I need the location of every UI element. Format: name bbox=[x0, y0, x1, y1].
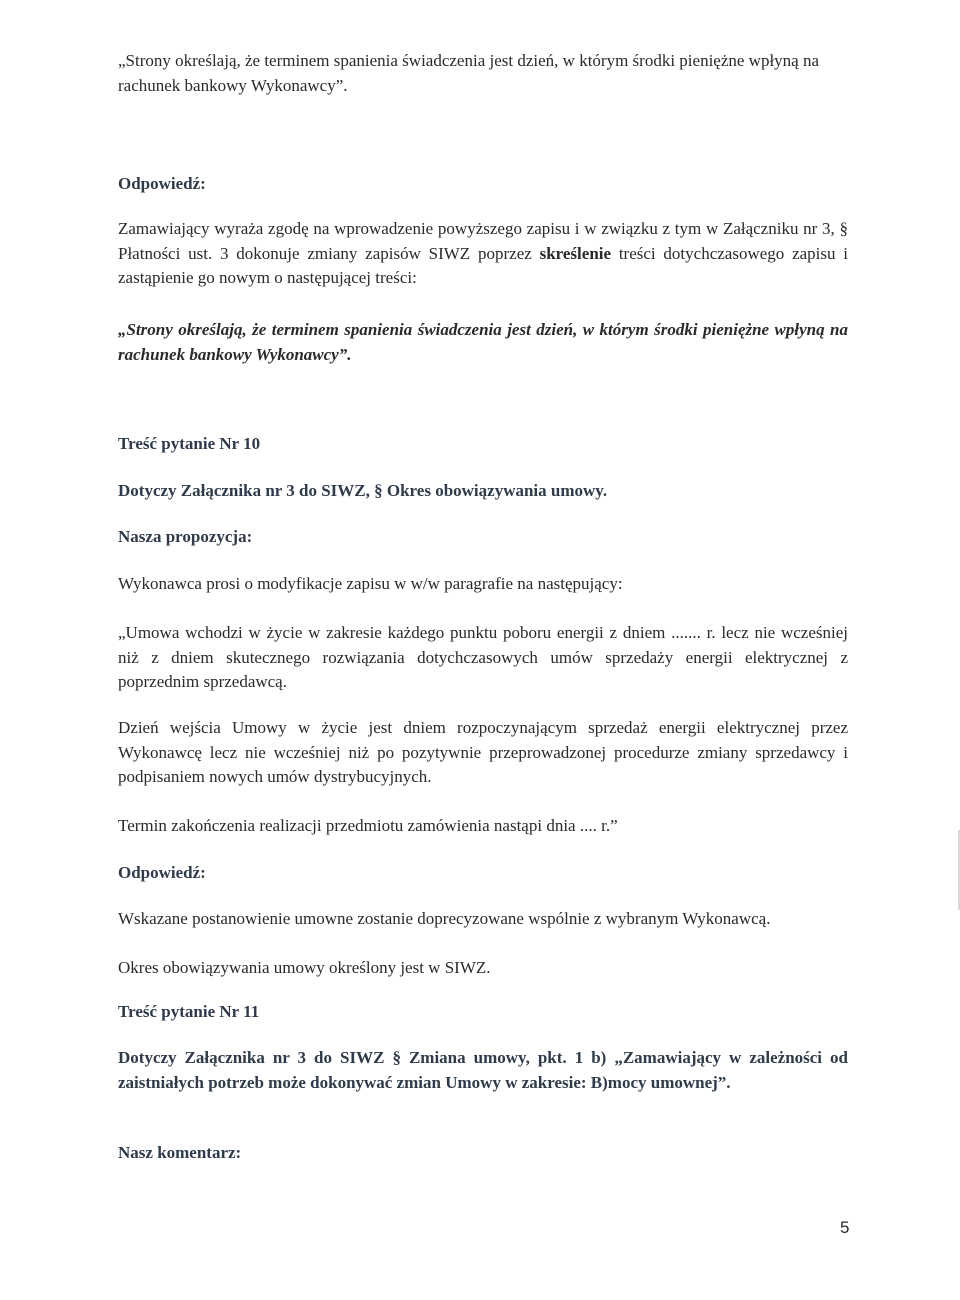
answer-1-text-a: Zamawiający wyraża zgodę na wprowadzenie powyższego zapisu i w związku z tym w Załączniku nr 3, § Płatności ust. 3 dokonuje zmiany zapisów SIWZ poprzez bbox=[118, 219, 848, 263]
heading-comment: Nasz komentarz: bbox=[118, 1143, 242, 1162]
heading-question-10: Treść pytanie Nr 10 bbox=[118, 434, 261, 453]
heading-proposal: Nasza propozycja: bbox=[118, 527, 253, 546]
paragraph-new-clause: „Strony określają, że terminem spanienia świadczenia jest dzień, w którym środki pieniężne wpłyną na rachunek bankowy Wykonawcy”. bbox=[118, 320, 848, 364]
paragraph-proposed-clause-3: Termin zakończenia realizacji przedmiotu zamówienia nastąpi dnia .... r.” bbox=[118, 816, 618, 835]
page-number: 5 bbox=[840, 1218, 850, 1237]
answer-1-text-b: treści dotychczasowego zapisu i zastąpienie go nowym o następującej treści: bbox=[118, 243, 849, 287]
paragraph-quote-1: „Strony określają, że terminem spanienia świadczenia jest dzień, w którym środki pieniężne wpłyną na rachunek bankowy Wykonawcy”. bbox=[118, 51, 820, 95]
paragraph-proposed-clause-1: „Umowa wchodzi w życie w zakresie każdego punktu poboru energii z dniem ....... r. lecz nie wcześniej niż z dniem skutecznego rozwiązania dotychczasowych umów sprzedaży energii elektrycznej z poprzednim sprzedawcą. bbox=[118, 623, 848, 691]
heading-answer-1: Odpowiedź: bbox=[118, 174, 206, 193]
heading-answer-2: Odpowiedź: bbox=[118, 863, 206, 882]
paragraph-answer-2b: Okres obowiązywania umowy określony jest w SIWZ. bbox=[118, 958, 491, 977]
paragraph-answer-2: Wskazane postanowienie umowne zostanie doprecyzowane wspólnie z wybranym Wykonawcą. bbox=[118, 909, 771, 928]
heading-question-11: Treść pytanie Nr 11 bbox=[118, 1002, 260, 1021]
heading-subject-10: Dotyczy Załącznika nr 3 do SIWZ, § Okres obowiązywania umowy. bbox=[118, 481, 608, 500]
paragraph-answer-1 bbox=[118, 217, 848, 291]
heading-subject-11: Dotyczy Załącznika nr 3 do SIWZ § Zmiana umowy, pkt. 1 b) „Zamawiający w zależności od zaistniałych potrzeb może dokonywać zmian Umowy w zakresie: B)mocy umownej”. bbox=[118, 1048, 848, 1092]
paragraph-proposed-clause-2: Dzień wejścia Umowy w życie jest dniem rozpoczynającym sprzedaż energii elektrycznej przez Wykonawcę lecz nie wcześniej niż po pozytywnie przeprowadzonej procedurze zmiany sprzedawcy i podpisaniem nowych umów dystrybucyjnych. bbox=[118, 718, 848, 786]
paragraph-request: Wykonawca prosi o modyfikacje zapisu w w/w paragrafie na następujący: bbox=[118, 574, 623, 593]
answer-1-bold-word: skreślenie bbox=[539, 243, 612, 263]
